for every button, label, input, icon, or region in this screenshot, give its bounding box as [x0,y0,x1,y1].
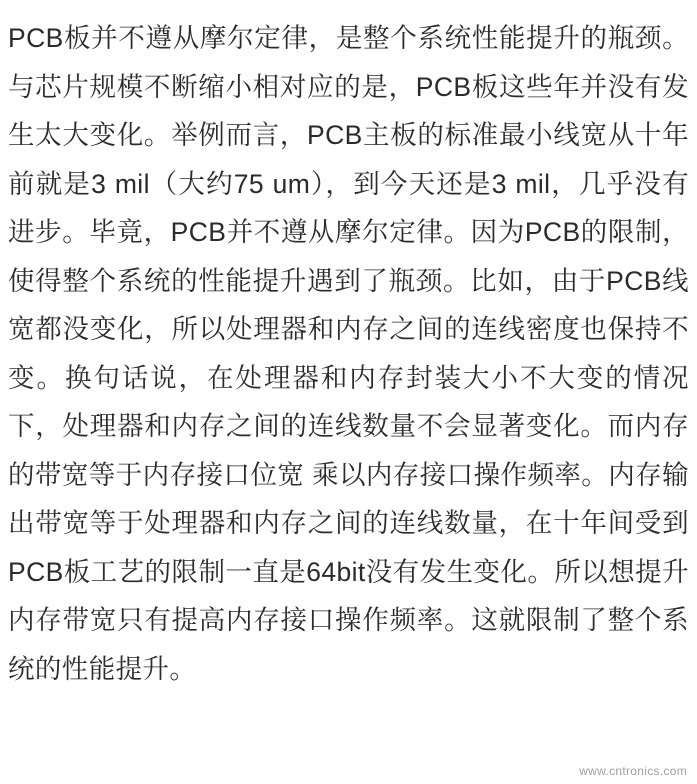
paragraph: PCB板并不遵从摩尔定律，是整个系统性能提升的瓶颈。与芯片规模不断缩小相对应的是，PCB板这些年并没有发生太大变化。举例而言，PCB主板的标准最小线宽从十年前就是3 mil（大约75 um），到今天还是3 mil，几乎没有进步。毕竟，PCB并不遵从摩尔定律。因为PCB的限制，使得整个系统的性能提升遇到了瓶颈。比如，由于PCB线宽都没变化，所以处理器和内存之间的连线密度也保持不变。换句话说，在处理器和内存封装大小不大变的情况下，处理器和内存之间的连线数量不会显著变化。而内存的带宽等于内存接口位宽 乘以内存接口操作频率。内存输出带宽等于处理器和内存之间的连线数量，在十年间受到PCB板工艺的限制一直是64bit没有发生变化。所以想提升内存带宽只有提高内存接口操作频率。这就限制了整个系统的性能提升。 [8,23,689,684]
site-watermark: www.cntronics.com [579,764,687,778]
